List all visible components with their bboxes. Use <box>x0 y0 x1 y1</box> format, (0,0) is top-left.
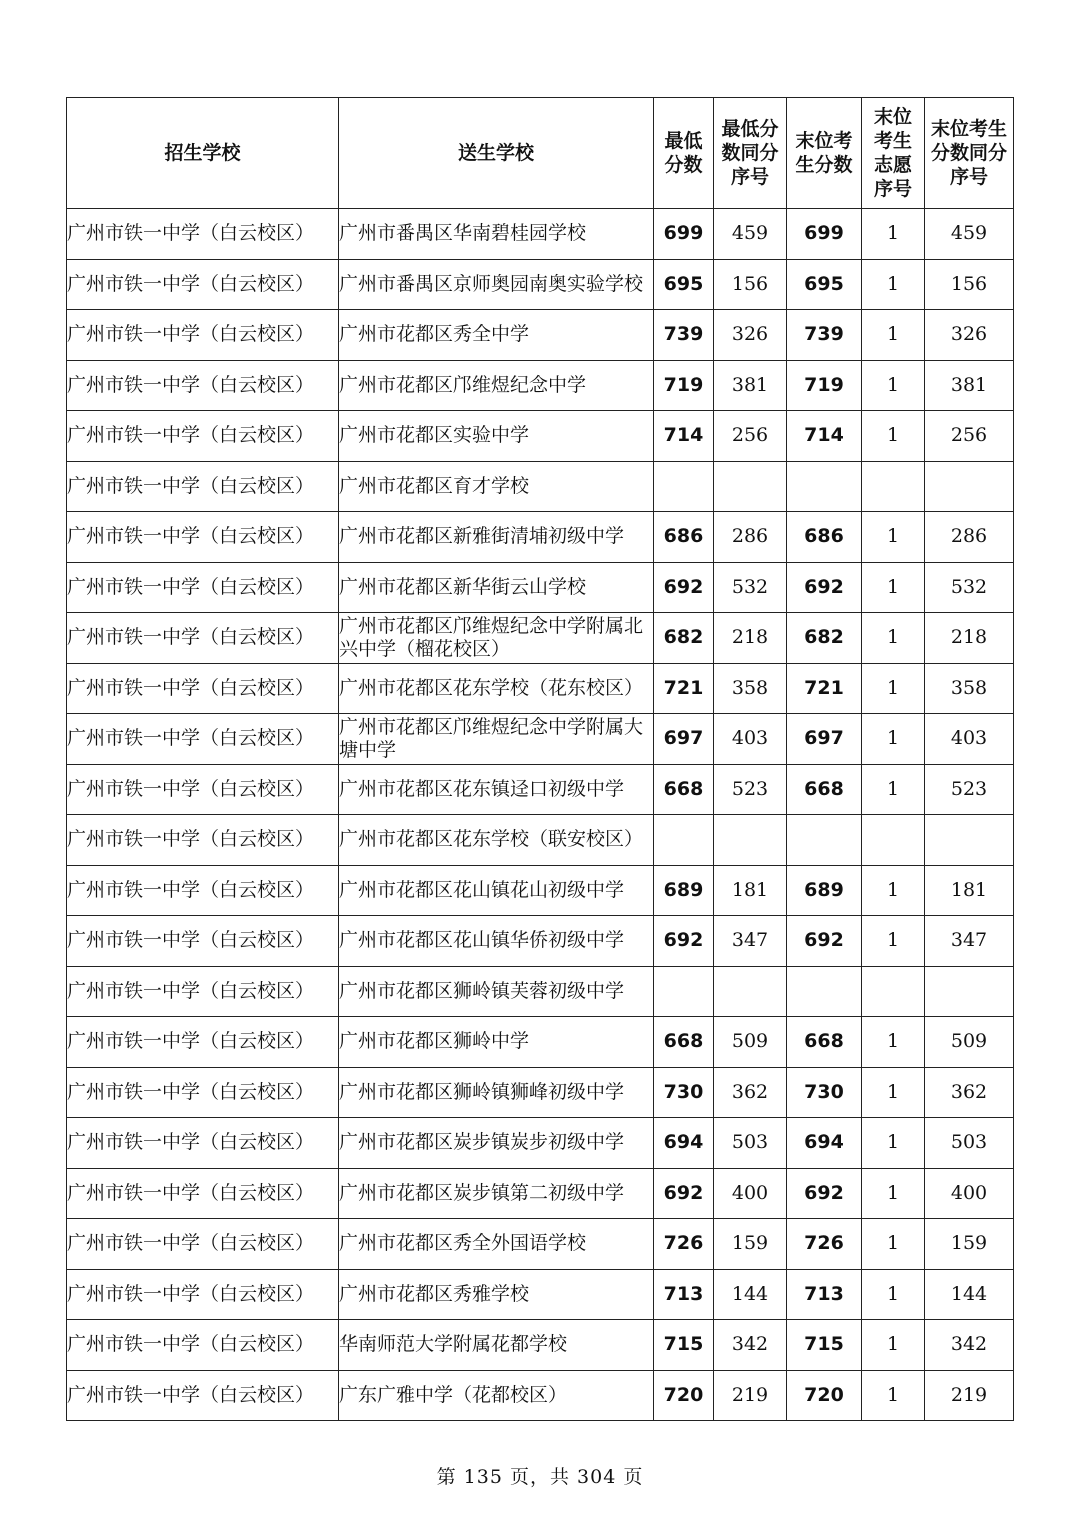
enrolling-school-cell: 广州市铁一中学（白云校区） <box>67 966 339 1017</box>
sending-school-cell: 广州市花都区花山镇华侨初级中学 <box>339 916 654 967</box>
last-score-cell: 715 <box>787 1320 862 1371</box>
volunteer-rank-cell: 1 <box>862 1269 925 1320</box>
table-row <box>67 1067 1014 1118</box>
header-min-score: 最低 分数 <box>654 98 714 209</box>
min-score-rank-cell: 358 <box>714 663 787 714</box>
enrolling-school-cell: 广州市铁一中学（白云校区） <box>67 865 339 916</box>
sending-school-cell: 广州市花都区育才学校 <box>339 461 654 512</box>
last-score-cell: 730 <box>787 1067 862 1118</box>
last-score-cell: 692 <box>787 1168 862 1219</box>
sending-school-cell: 广州市花都区邝维煜纪念中学 <box>339 360 654 411</box>
volunteer-rank-cell: 1 <box>862 1320 925 1371</box>
last-score-rank-cell: 523 <box>925 764 1014 815</box>
enrolling-school-cell: 广州市铁一中学（白云校区） <box>67 764 339 815</box>
min-score-rank-cell: 400 <box>714 1168 787 1219</box>
volunteer-rank-cell: 1 <box>862 1017 925 1068</box>
min-score-cell: 714 <box>654 411 714 462</box>
sending-school-cell: 广州市花都区秀雅学校 <box>339 1269 654 1320</box>
volunteer-rank-cell: 1 <box>862 1370 925 1421</box>
last-score-cell: 699 <box>787 209 862 260</box>
min-score-rank-cell: 159 <box>714 1219 787 1270</box>
enrolling-school-cell: 广州市铁一中学（白云校区） <box>67 411 339 462</box>
min-score-rank-cell: 326 <box>714 310 787 361</box>
volunteer-rank-cell <box>862 966 925 1017</box>
min-score-cell: 713 <box>654 1269 714 1320</box>
volunteer-rank-cell: 1 <box>862 613 925 664</box>
min-score-rank-cell <box>714 966 787 1017</box>
min-score-cell: 699 <box>654 209 714 260</box>
enrolling-school-cell: 广州市铁一中学（白云校区） <box>67 916 339 967</box>
header-last-score-rank: 末位考生 分数同分 序号 <box>925 98 1014 209</box>
min-score-cell: 692 <box>654 916 714 967</box>
last-score-cell: 726 <box>787 1219 862 1270</box>
table-row <box>67 865 1014 916</box>
min-score-cell: 739 <box>654 310 714 361</box>
sending-school-cell: 广州市花都区花山镇花山初级中学 <box>339 865 654 916</box>
min-score-cell <box>654 815 714 866</box>
enrolling-school-cell: 广州市铁一中学（白云校区） <box>67 1168 339 1219</box>
last-score-rank-cell <box>925 461 1014 512</box>
header-row <box>67 98 1014 209</box>
last-score-cell: 714 <box>787 411 862 462</box>
header-last-score: 末位考 生分数 <box>787 98 862 209</box>
last-score-rank-cell: 286 <box>925 512 1014 563</box>
volunteer-rank-cell: 1 <box>862 714 925 765</box>
last-score-cell: 692 <box>787 562 862 613</box>
min-score-cell: 695 <box>654 259 714 310</box>
enrolling-school-cell: 广州市铁一中学（白云校区） <box>67 461 339 512</box>
table-row <box>67 966 1014 1017</box>
table-row <box>67 562 1014 613</box>
enrolling-school-cell: 广州市铁一中学（白云校区） <box>67 360 339 411</box>
last-score-cell: 694 <box>787 1118 862 1169</box>
sending-school-cell: 广州市花都区邝维煜纪念中学附属北兴中学（榴花校区） <box>339 613 654 664</box>
sending-school-cell: 广州市花都区炭步镇第二初级中学 <box>339 1168 654 1219</box>
table-row <box>67 613 1014 664</box>
enrolling-school-cell: 广州市铁一中学（白云校区） <box>67 1320 339 1371</box>
min-score-rank-cell: 503 <box>714 1118 787 1169</box>
volunteer-rank-cell: 1 <box>862 360 925 411</box>
sending-school-cell: 广东广雅中学（花都校区） <box>339 1370 654 1421</box>
min-score-rank-cell: 347 <box>714 916 787 967</box>
last-score-rank-cell: 362 <box>925 1067 1014 1118</box>
table-row <box>67 512 1014 563</box>
last-score-rank-cell: 156 <box>925 259 1014 310</box>
table-row <box>67 1269 1014 1320</box>
last-score-rank-cell: 181 <box>925 865 1014 916</box>
min-score-cell: 682 <box>654 613 714 664</box>
last-score-rank-cell: 144 <box>925 1269 1014 1320</box>
last-score-rank-cell: 347 <box>925 916 1014 967</box>
volunteer-rank-cell <box>862 461 925 512</box>
min-score-cell: 697 <box>654 714 714 765</box>
last-score-cell: 695 <box>787 259 862 310</box>
min-score-cell: 726 <box>654 1219 714 1270</box>
min-score-rank-cell: 144 <box>714 1269 787 1320</box>
min-score-cell: 692 <box>654 562 714 613</box>
min-score-cell: 668 <box>654 764 714 815</box>
min-score-rank-cell: 362 <box>714 1067 787 1118</box>
last-score-cell: 720 <box>787 1370 862 1421</box>
min-score-cell: 694 <box>654 1118 714 1169</box>
sending-school-cell: 广州市花都区秀全中学 <box>339 310 654 361</box>
volunteer-rank-cell: 1 <box>862 209 925 260</box>
min-score-cell: 692 <box>654 1168 714 1219</box>
table-row <box>67 1017 1014 1068</box>
last-score-cell: 739 <box>787 310 862 361</box>
last-score-rank-cell <box>925 815 1014 866</box>
sending-school-cell: 华南师范大学附属花都学校 <box>339 1320 654 1371</box>
last-score-cell: 668 <box>787 1017 862 1068</box>
last-score-rank-cell: 503 <box>925 1118 1014 1169</box>
table-row <box>67 259 1014 310</box>
enrolling-school-cell: 广州市铁一中学（白云校区） <box>67 663 339 714</box>
volunteer-rank-cell: 1 <box>862 1118 925 1169</box>
sending-school-cell: 广州市花都区新雅街清埔初级中学 <box>339 512 654 563</box>
table-row <box>67 360 1014 411</box>
min-score-cell: 730 <box>654 1067 714 1118</box>
volunteer-rank-cell: 1 <box>862 916 925 967</box>
sending-school-cell: 广州市花都区花东学校（花东校区） <box>339 663 654 714</box>
last-score-cell <box>787 461 862 512</box>
header-enrolling-school: 招生学校 <box>67 98 339 209</box>
last-score-cell <box>787 966 862 1017</box>
min-score-rank-cell: 219 <box>714 1370 787 1421</box>
last-score-cell: 713 <box>787 1269 862 1320</box>
sending-school-cell: 广州市花都区秀全外国语学校 <box>339 1219 654 1270</box>
sending-school-cell: 广州市番禺区京师奥园南奥实验学校 <box>339 259 654 310</box>
sending-school-cell: 广州市花都区花东学校（联安校区） <box>339 815 654 866</box>
header-min-score-rank: 最低分 数同分 序号 <box>714 98 787 209</box>
table-row <box>67 209 1014 260</box>
table-row <box>67 663 1014 714</box>
table-row <box>67 916 1014 967</box>
table-row <box>67 1118 1014 1169</box>
volunteer-rank-cell: 1 <box>862 411 925 462</box>
min-score-rank-cell: 256 <box>714 411 787 462</box>
last-score-rank-cell: 509 <box>925 1017 1014 1068</box>
min-score-cell <box>654 966 714 1017</box>
min-score-rank-cell <box>714 461 787 512</box>
enrolling-school-cell: 广州市铁一中学（白云校区） <box>67 259 339 310</box>
last-score-cell <box>787 815 862 866</box>
last-score-rank-cell: 219 <box>925 1370 1014 1421</box>
last-score-cell: 682 <box>787 613 862 664</box>
enrolling-school-cell: 广州市铁一中学（白云校区） <box>67 714 339 765</box>
min-score-cell: 686 <box>654 512 714 563</box>
table-row <box>67 815 1014 866</box>
min-score-rank-cell: 218 <box>714 613 787 664</box>
volunteer-rank-cell: 1 <box>862 259 925 310</box>
table-row <box>67 714 1014 765</box>
enrolling-school-cell: 广州市铁一中学（白云校区） <box>67 1219 339 1270</box>
volunteer-rank-cell: 1 <box>862 663 925 714</box>
min-score-cell: 719 <box>654 360 714 411</box>
sending-school-cell: 广州市花都区实验中学 <box>339 411 654 462</box>
table-row <box>67 764 1014 815</box>
last-score-rank-cell: 218 <box>925 613 1014 664</box>
min-score-cell <box>654 461 714 512</box>
header-last-volunteer-rank: 末位 考生 志愿 序号 <box>862 98 925 209</box>
min-score-rank-cell: 523 <box>714 764 787 815</box>
last-score-cell: 721 <box>787 663 862 714</box>
enrolling-school-cell: 广州市铁一中学（白云校区） <box>67 209 339 260</box>
enrolling-school-cell: 广州市铁一中学（白云校区） <box>67 1017 339 1068</box>
enrolling-school-cell: 广州市铁一中学（白云校区） <box>67 512 339 563</box>
last-score-cell: 697 <box>787 714 862 765</box>
enrolling-school-cell: 广州市铁一中学（白云校区） <box>67 613 339 664</box>
sending-school-cell: 广州市花都区花东镇迳口初级中学 <box>339 764 654 815</box>
min-score-rank-cell: 459 <box>714 209 787 260</box>
min-score-cell: 668 <box>654 1017 714 1068</box>
table-row <box>67 411 1014 462</box>
min-score-cell: 721 <box>654 663 714 714</box>
table-row <box>67 1370 1014 1421</box>
last-score-cell: 689 <box>787 865 862 916</box>
sending-school-cell: 广州市花都区炭步镇炭步初级中学 <box>339 1118 654 1169</box>
last-score-cell: 668 <box>787 764 862 815</box>
last-score-cell: 692 <box>787 916 862 967</box>
last-score-rank-cell: 326 <box>925 310 1014 361</box>
table-row <box>67 1320 1014 1371</box>
min-score-rank-cell: 342 <box>714 1320 787 1371</box>
min-score-cell: 689 <box>654 865 714 916</box>
enrolling-school-cell: 广州市铁一中学（白云校区） <box>67 1067 339 1118</box>
last-score-rank-cell <box>925 966 1014 1017</box>
table-row <box>67 1168 1014 1219</box>
last-score-rank-cell: 400 <box>925 1168 1014 1219</box>
sending-school-cell: 广州市花都区狮岭中学 <box>339 1017 654 1068</box>
sending-school-cell: 广州市花都区邝维煜纪念中学附属大塘中学 <box>339 714 654 765</box>
sending-school-cell: 广州市花都区狮岭镇芙蓉初级中学 <box>339 966 654 1017</box>
last-score-cell: 686 <box>787 512 862 563</box>
last-score-cell: 719 <box>787 360 862 411</box>
table-body <box>67 209 1014 1421</box>
min-score-rank-cell <box>714 815 787 866</box>
last-score-rank-cell: 403 <box>925 714 1014 765</box>
last-score-rank-cell: 159 <box>925 1219 1014 1270</box>
last-score-rank-cell: 381 <box>925 360 1014 411</box>
enrolling-school-cell: 广州市铁一中学（白云校区） <box>67 1370 339 1421</box>
volunteer-rank-cell: 1 <box>862 1067 925 1118</box>
volunteer-rank-cell: 1 <box>862 1219 925 1270</box>
volunteer-rank-cell: 1 <box>862 865 925 916</box>
min-score-cell: 715 <box>654 1320 714 1371</box>
min-score-rank-cell: 181 <box>714 865 787 916</box>
enrolling-school-cell: 广州市铁一中学（白云校区） <box>67 815 339 866</box>
volunteer-rank-cell: 1 <box>862 512 925 563</box>
page-footer: 第 135 页，共 304 页 <box>436 1466 644 1488</box>
last-score-rank-cell: 532 <box>925 562 1014 613</box>
sending-school-cell: 广州市番禺区华南碧桂园学校 <box>339 209 654 260</box>
min-score-cell: 720 <box>654 1370 714 1421</box>
volunteer-rank-cell: 1 <box>862 1168 925 1219</box>
sending-school-cell: 广州市花都区狮岭镇狮峰初级中学 <box>339 1067 654 1118</box>
volunteer-rank-cell: 1 <box>862 310 925 361</box>
admission-table <box>66 97 1014 1421</box>
volunteer-rank-cell: 1 <box>862 764 925 815</box>
sending-school-cell: 广州市花都区新华街云山学校 <box>339 562 654 613</box>
volunteer-rank-cell: 1 <box>862 562 925 613</box>
last-score-rank-cell: 358 <box>925 663 1014 714</box>
header-sending-school: 送生学校 <box>339 98 654 209</box>
table-row <box>67 310 1014 361</box>
enrolling-school-cell: 广州市铁一中学（白云校区） <box>67 1269 339 1320</box>
min-score-rank-cell: 286 <box>714 512 787 563</box>
table-row <box>67 1219 1014 1270</box>
min-score-rank-cell: 532 <box>714 562 787 613</box>
last-score-rank-cell: 256 <box>925 411 1014 462</box>
last-score-rank-cell: 459 <box>925 209 1014 260</box>
min-score-rank-cell: 381 <box>714 360 787 411</box>
enrolling-school-cell: 广州市铁一中学（白云校区） <box>67 310 339 361</box>
min-score-rank-cell: 403 <box>714 714 787 765</box>
min-score-rank-cell: 509 <box>714 1017 787 1068</box>
enrolling-school-cell: 广州市铁一中学（白云校区） <box>67 1118 339 1169</box>
volunteer-rank-cell <box>862 815 925 866</box>
last-score-rank-cell: 342 <box>925 1320 1014 1371</box>
table-row <box>67 461 1014 512</box>
min-score-rank-cell: 156 <box>714 259 787 310</box>
enrolling-school-cell: 广州市铁一中学（白云校区） <box>67 562 339 613</box>
